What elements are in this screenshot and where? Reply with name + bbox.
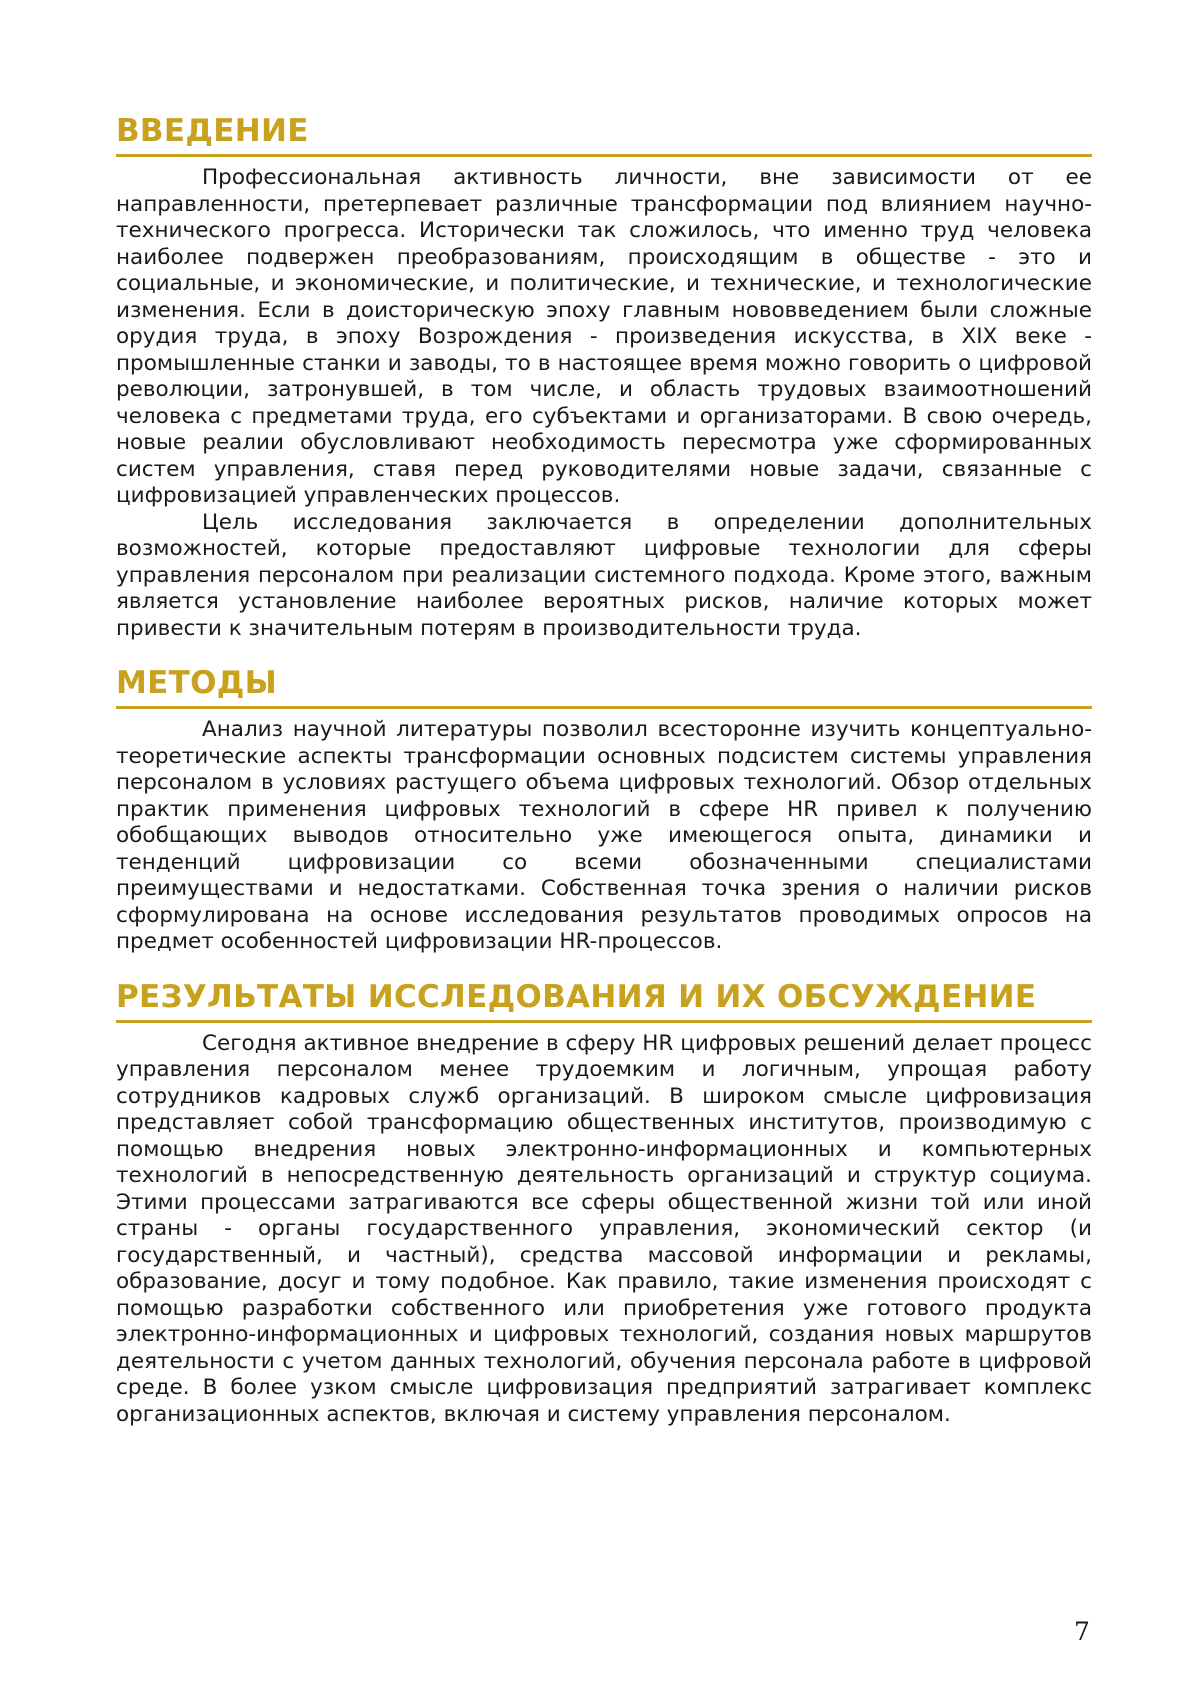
paragraph: Цель исследования заключается в определении дополнительных возможностей, которые предоставляют цифровые технологии для сферы управления персоналом при реализации системного подхода. Кроме этого, важным является установление наиболее вероятных рисков, наличие которых может привести к значительным потерям в производительности труда. <box>116 509 1092 641</box>
section-title: ВВЕДЕНИЕ <box>116 112 1092 157</box>
page-number: 7 <box>1074 1617 1090 1646</box>
paragraph: Сегодня активное внедрение в сферу HR цифровых решений делает процесс управления персоналом менее трудоемким и логичным, упрощая работу сотрудников кадровых служб организаций. В широком смысле цифровизация представляет собой трансформацию общественных институтов, производимую с помощью внедрения новых электронно-информационных и компьютерных технологий в непосредственную деятельность организаций и структур социума. Этими процессами затрагиваются все сферы общественной жизни той или иной страны - органы государственного управления, экономический сектор (и государственный, и частный), средства массовой информации и рекламы, образование, досуг и тому подобное. Как правило, такие изменения происходят с помощью разработки собственного или приобретения уже готового продукта электронно-информационных и цифровых технологий, создания новых маршрутов деятельности с учетом данных технологий, обучения персонала работе в цифровой среде. В более узком смысле цифровизация предприятий затрагивает комплекс организационных аспектов, включая и систему управления персоналом. <box>116 1030 1092 1427</box>
section-title: МЕТОДЫ <box>116 664 1092 709</box>
section-methods <box>116 664 1092 956</box>
document-page <box>116 112 1092 1428</box>
paragraph: Анализ научной литературы позволил всесторонне изучить концептуально-теоретические аспекты трансформации основных подсистем системы управления персоналом в условиях растущего объема цифровых технологий. Обзор отдельных практик применения цифровых технологий в сфере HR привел к получению обобщающих выводов относительно уже имеющегося опыта, динамики и тенденций цифровизации со всеми обозначенными специалистами преимуществами и недостатками. Собственная точка зрения о наличии рисков сформулирована на основе исследования результатов проводимых опросов на предмет особенностей цифровизации HR-процессов. <box>116 717 1092 954</box>
section-body <box>116 717 1092 956</box>
section-title: РЕЗУЛЬТАТЫ ИССЛЕДОВАНИЯ И ИХ ОБСУЖДЕНИЕ <box>116 978 1092 1023</box>
section-body <box>116 165 1092 642</box>
paragraph: Профессиональная активность личности, вне зависимости от ее направленности, претерпевает различные трансформации под влиянием научно-технического прогресса. Исторически так сложилось, что именно труд человека наиболее подвержен преобразованиям, происходящим в обществе - это и социальные, и экономические, и политические, и технические, и технологические изменения. Если в доисторическую эпоху главным нововведением были сложные орудия труда, в эпоху Возрождения - произведения искусства, в XIX веке - промышленные станки и заводы, то в настоящее время можно говорить о цифровой революции, затронувшей, в том числе, и область трудовых взаимоотношений человека с предметами труда, его субъектами и организаторами. В свою очередь, новые реалии обусловливают необходимость пересмотра уже сформированных систем управления, ставя перед руководителями новые задачи, связанные с цифровизацией управленческих процессов. <box>116 165 1092 508</box>
section-body <box>116 1031 1092 1429</box>
section-introduction <box>116 112 1092 642</box>
section-results <box>116 978 1092 1429</box>
